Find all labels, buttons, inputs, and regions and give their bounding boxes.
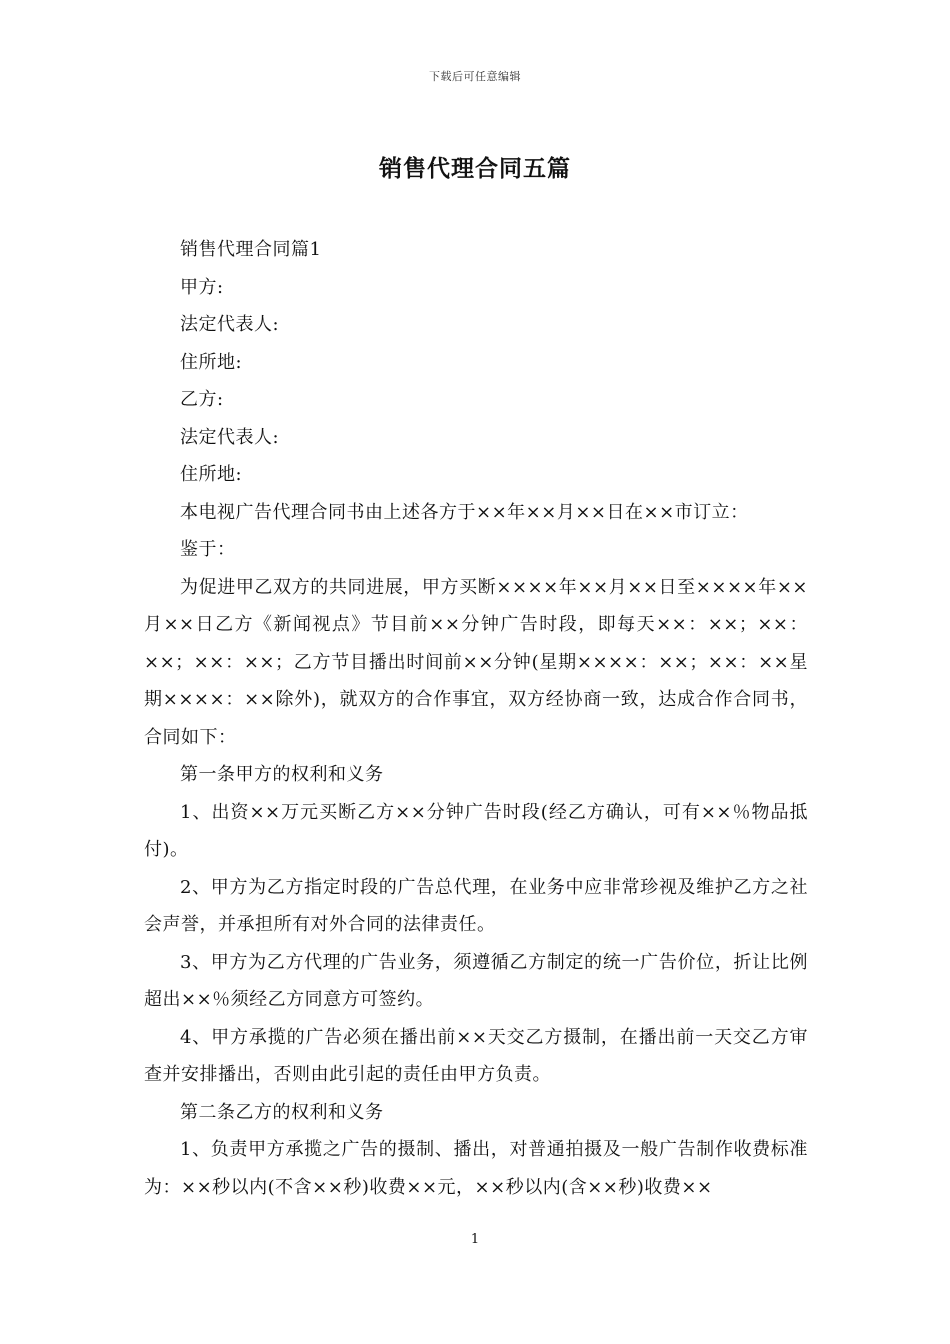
paragraph-article-2-item-1: 1、负责甲方承揽之广告的摄制、播出，对普通拍摄及一般广告制作收费标准为：××秒以内(不含××秒)收费××元，××秒以内(含××秒)收费×× <box>144 1139 808 1198</box>
paragraph-article-1-item-3: 3、甲方为乙方代理的广告业务，须遵循乙方制定的统一广告价位，折让比例超出××％须经乙方同意方可签约。 <box>144 951 808 1010</box>
page-number: 1 <box>470 1232 480 1247</box>
document-body <box>144 231 808 1206</box>
header-note: 下载后可任意编辑 <box>429 70 521 83</box>
paragraph-party-a-representative: 法定代表人: <box>180 314 280 335</box>
paragraph-purpose: 为促进甲乙双方的共同进展，甲方买断××××年××月××日至××××年××月××日乙方《新闻视点》节目前××分钟广告时段，即每天××：××；××：××；××：××；乙方节目播出时间前××分钟(星期××××：××；××：××星期××××：××除外)，就双方的合作事宜，双方经协商一致，达成合作合同书，合同如下： <box>144 576 808 748</box>
paragraph-article-1-item-4: 4、甲方承揽的广告必须在播出前××天交乙方摄制，在播出前一天交乙方审查并安排播出，否则由此引起的责任由甲方负责。 <box>144 1026 808 1085</box>
document-title: 销售代理合同五篇 <box>379 156 571 182</box>
paragraph-article-1-item-1: 1、出资××万元买断乙方××分钟广告时段(经乙方确认，可有××％物品抵付)。 <box>144 801 808 860</box>
paragraph-article-2-heading: 第二条乙方的权利和义务 <box>180 1101 384 1123</box>
paragraph-party-a: 甲方: <box>180 276 224 298</box>
paragraph-party-b-representative: 法定代表人: <box>180 426 280 448</box>
paragraph-party-b-address: 住所地: <box>180 464 243 485</box>
paragraph-party-b: 乙方: <box>180 389 224 410</box>
paragraph-intro: 本电视广告代理合同书由上述各方于××年××月××日在××市订立： <box>180 501 749 523</box>
paragraph-whereas: 鉴于： <box>180 539 236 560</box>
paragraph-party-a-address: 住所地: <box>180 351 243 373</box>
paragraph-section-heading: 销售代理合同篇1 <box>180 239 322 260</box>
paragraph-article-1-item-2: 2、甲方为乙方指定时段的广告总代理，在业务中应非常珍视及维护乙方之社会声誉，并承担所有对外合同的法律责任。 <box>144 876 808 935</box>
paragraph-article-1-heading: 第一条甲方的权利和义务 <box>180 764 384 785</box>
